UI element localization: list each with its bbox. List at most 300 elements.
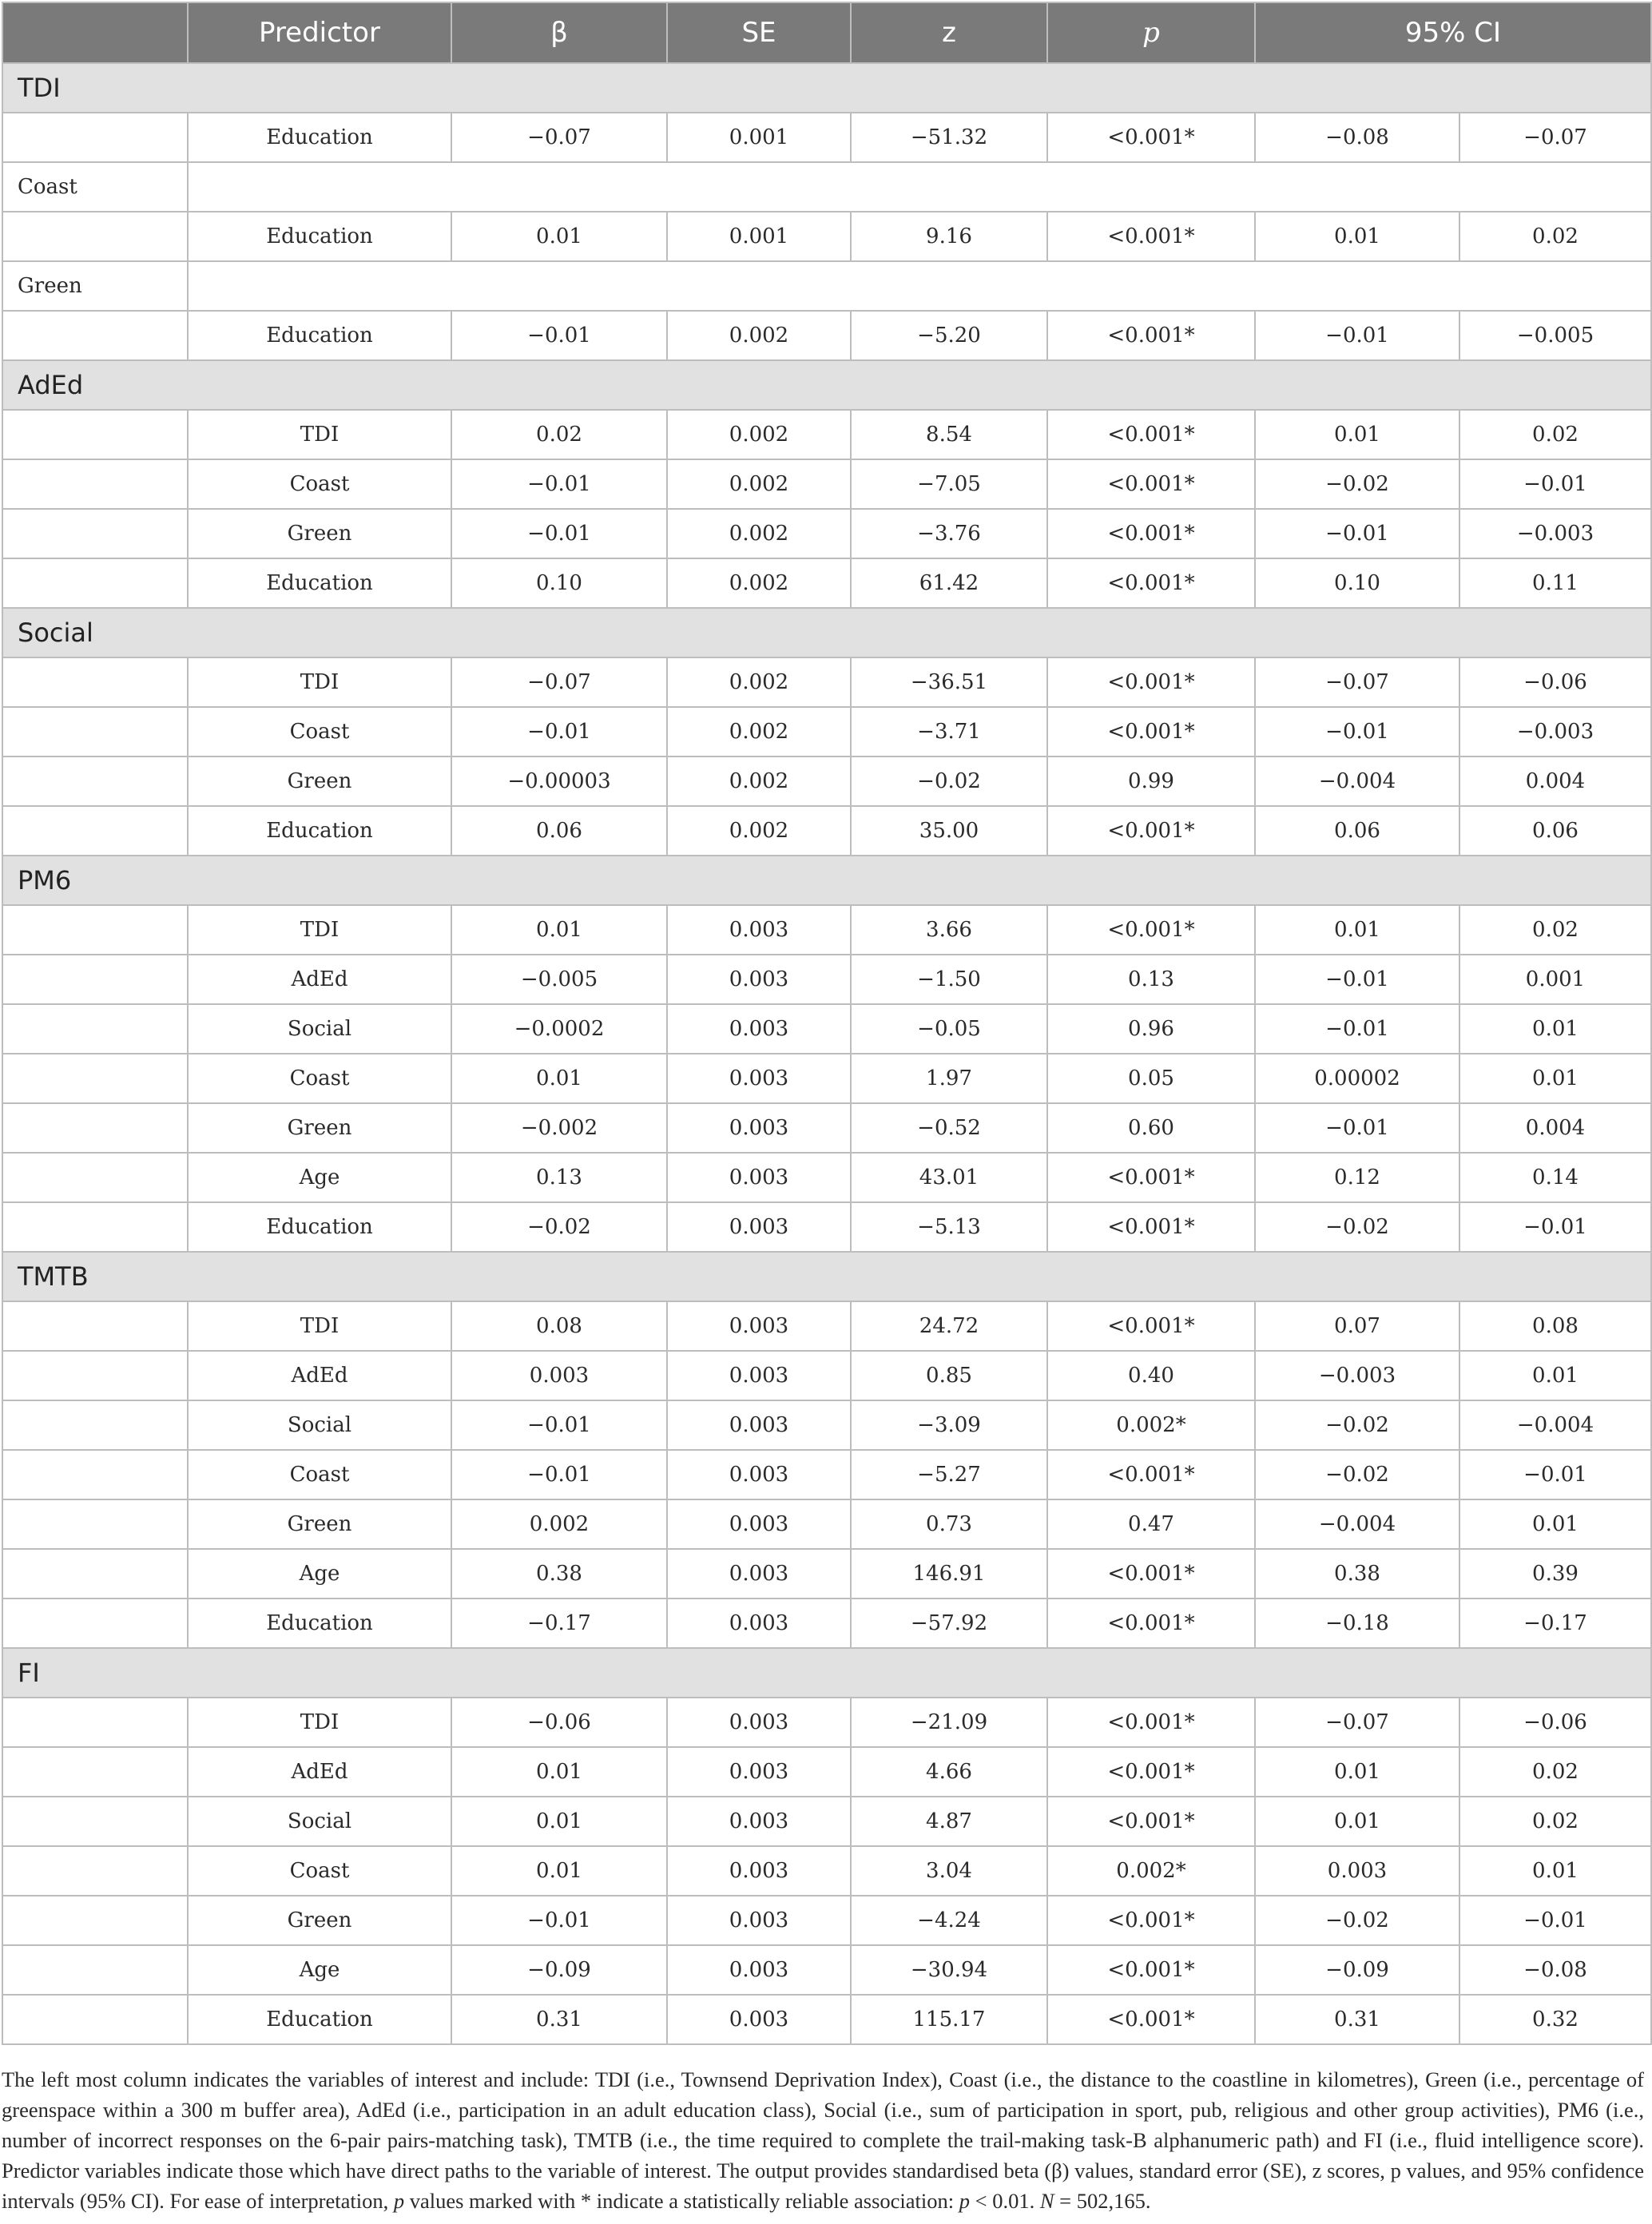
table-row <box>2 311 1651 360</box>
beta-cell: −0.01 <box>451 1400 667 1450</box>
group-label: AdEd <box>2 360 1651 410</box>
se-cell: 0.001 <box>667 212 851 261</box>
p-cell: <0.001* <box>1047 212 1255 261</box>
ci-high-cell: 0.39 <box>1459 1549 1651 1598</box>
z-cell: −7.05 <box>851 459 1047 509</box>
predictor-cell: Green <box>188 757 451 806</box>
p-cell: 0.05 <box>1047 1054 1255 1103</box>
beta-cell: −0.00003 <box>451 757 667 806</box>
ci-low-cell: −0.01 <box>1255 1103 1459 1153</box>
group-header-row <box>2 63 1651 113</box>
ci-low-cell: −0.07 <box>1255 657 1459 707</box>
ci-low-cell: −0.08 <box>1255 113 1459 162</box>
blank-cell <box>2 1499 188 1549</box>
blank-cell <box>2 558 188 608</box>
footnote-p: p <box>393 2189 405 2213</box>
predictor-cell: Coast <box>188 1450 451 1499</box>
p-cell: 0.13 <box>1047 955 1255 1004</box>
z-cell: −4.24 <box>851 1896 1047 1945</box>
ci-high-cell: 0.02 <box>1459 212 1651 261</box>
beta-cell: −0.01 <box>451 509 667 558</box>
blank-cell <box>2 113 188 162</box>
variable-label-row <box>2 261 1651 311</box>
ci-low-cell: −0.02 <box>1255 1896 1459 1945</box>
z-cell: −0.02 <box>851 757 1047 806</box>
se-cell: 0.002 <box>667 657 851 707</box>
blank-cell <box>2 1153 188 1202</box>
beta-cell: −0.005 <box>451 955 667 1004</box>
p-cell: <0.001* <box>1047 1896 1255 1945</box>
predictor-cell: AdEd <box>188 955 451 1004</box>
footnote-text: < 0.01. <box>970 2189 1040 2213</box>
p-cell: <0.001* <box>1047 1549 1255 1598</box>
table-row <box>2 1995 1651 2044</box>
ci-high-cell: 0.08 <box>1459 1301 1651 1351</box>
ci-low-cell: −0.02 <box>1255 1202 1459 1252</box>
table-row <box>2 113 1651 162</box>
predictor-cell: Education <box>188 212 451 261</box>
beta-cell: 0.08 <box>451 1301 667 1351</box>
beta-cell: 0.01 <box>451 1846 667 1896</box>
p-cell: 0.99 <box>1047 757 1255 806</box>
table-row <box>2 509 1651 558</box>
p-cell: <0.001* <box>1047 1698 1255 1747</box>
header-p: p <box>1047 2 1255 63</box>
ci-high-cell: 0.01 <box>1459 1846 1651 1896</box>
ci-high-cell: −0.01 <box>1459 1896 1651 1945</box>
se-cell: 0.002 <box>667 459 851 509</box>
p-cell: <0.001* <box>1047 1945 1255 1995</box>
ci-high-cell: −0.005 <box>1459 311 1651 360</box>
p-cell: 0.002* <box>1047 1846 1255 1896</box>
group-header-row <box>2 360 1651 410</box>
beta-cell: −0.07 <box>451 657 667 707</box>
beta-cell: 0.01 <box>451 1797 667 1846</box>
z-cell: 24.72 <box>851 1301 1047 1351</box>
p-cell: <0.001* <box>1047 459 1255 509</box>
ci-high-cell: −0.17 <box>1459 1598 1651 1648</box>
ci-low-cell: 0.06 <box>1255 806 1459 856</box>
z-cell: 3.04 <box>851 1846 1047 1896</box>
predictor-cell: Coast <box>188 459 451 509</box>
variable-label: Green <box>2 261 188 311</box>
group-header-row <box>2 856 1651 905</box>
table-row <box>2 1896 1651 1945</box>
se-cell: 0.003 <box>667 1054 851 1103</box>
se-cell: 0.002 <box>667 558 851 608</box>
se-cell: 0.003 <box>667 1747 851 1797</box>
variable-label: Coast <box>2 162 188 212</box>
header-ci: 95% CI <box>1255 2 1651 63</box>
beta-cell: 0.003 <box>451 1351 667 1400</box>
p-cell: <0.001* <box>1047 1995 1255 2044</box>
results-table <box>2 2 1652 2045</box>
z-cell: 1.97 <box>851 1054 1047 1103</box>
p-cell: 0.002* <box>1047 1400 1255 1450</box>
header-z: z <box>851 2 1047 63</box>
group-label: PM6 <box>2 856 1651 905</box>
beta-cell: −0.01 <box>451 1450 667 1499</box>
ci-high-cell: 0.02 <box>1459 410 1651 459</box>
p-cell: <0.001* <box>1047 1202 1255 1252</box>
table-row <box>2 1202 1651 1252</box>
table-row <box>2 459 1651 509</box>
beta-cell: −0.01 <box>451 707 667 757</box>
ci-high-cell: 0.001 <box>1459 955 1651 1004</box>
z-cell: 0.73 <box>851 1499 1047 1549</box>
z-cell: −1.50 <box>851 955 1047 1004</box>
predictor-cell: Coast <box>188 1846 451 1896</box>
predictor-cell: Education <box>188 1598 451 1648</box>
se-cell: 0.003 <box>667 1846 851 1896</box>
ci-high-cell: −0.06 <box>1459 1698 1651 1747</box>
ci-low-cell: 0.38 <box>1255 1549 1459 1598</box>
blank-cell <box>2 1598 188 1648</box>
table-row <box>2 1945 1651 1995</box>
se-cell: 0.002 <box>667 707 851 757</box>
ci-high-cell: 0.14 <box>1459 1153 1651 1202</box>
p-cell: 0.60 <box>1047 1103 1255 1153</box>
se-cell: 0.002 <box>667 311 851 360</box>
p-cell: <0.001* <box>1047 1747 1255 1797</box>
beta-cell: −0.02 <box>451 1202 667 1252</box>
predictor-cell: Green <box>188 1896 451 1945</box>
predictor-cell: Green <box>188 1103 451 1153</box>
p-cell: <0.001* <box>1047 113 1255 162</box>
se-cell: 0.001 <box>667 113 851 162</box>
beta-cell: −0.01 <box>451 311 667 360</box>
predictor-cell: TDI <box>188 1301 451 1351</box>
ci-low-cell: −0.004 <box>1255 1499 1459 1549</box>
blank-cell <box>2 757 188 806</box>
z-cell: −5.13 <box>851 1202 1047 1252</box>
beta-cell: −0.07 <box>451 113 667 162</box>
ci-high-cell: 0.01 <box>1459 1004 1651 1054</box>
group-header-row <box>2 1252 1651 1301</box>
se-cell: 0.003 <box>667 1797 851 1846</box>
beta-cell: −0.002 <box>451 1103 667 1153</box>
se-cell: 0.003 <box>667 1499 851 1549</box>
group-label: FI <box>2 1648 1651 1698</box>
predictor-cell: Social <box>188 1004 451 1054</box>
se-cell: 0.003 <box>667 1698 851 1747</box>
ci-high-cell: −0.01 <box>1459 1202 1651 1252</box>
se-cell: 0.003 <box>667 1598 851 1648</box>
z-cell: −51.32 <box>851 113 1047 162</box>
table-body <box>2 63 1651 2044</box>
blank-cell <box>2 657 188 707</box>
beta-cell: −0.06 <box>451 1698 667 1747</box>
blank-cell <box>2 1450 188 1499</box>
beta-cell: 0.002 <box>451 1499 667 1549</box>
table-row <box>2 1153 1651 1202</box>
se-cell: 0.003 <box>667 1549 851 1598</box>
se-cell: 0.002 <box>667 410 851 459</box>
predictor-cell: Education <box>188 311 451 360</box>
z-cell: 8.54 <box>851 410 1047 459</box>
predictor-cell: Age <box>188 1945 451 1995</box>
table-row <box>2 212 1651 261</box>
table-row <box>2 1054 1651 1103</box>
p-cell: 0.47 <box>1047 1499 1255 1549</box>
se-cell: 0.003 <box>667 1301 851 1351</box>
p-cell: <0.001* <box>1047 558 1255 608</box>
p-cell: <0.001* <box>1047 1797 1255 1846</box>
empty-span-cell <box>188 261 1651 311</box>
group-label: TMTB <box>2 1252 1651 1301</box>
blank-cell <box>2 806 188 856</box>
blank-cell <box>2 459 188 509</box>
predictor-cell: Green <box>188 1499 451 1549</box>
z-cell: −3.71 <box>851 707 1047 757</box>
ci-low-cell: 0.01 <box>1255 905 1459 955</box>
ci-high-cell: −0.01 <box>1459 1450 1651 1499</box>
blank-cell <box>2 1698 188 1747</box>
blank-cell <box>2 1549 188 1598</box>
blank-cell <box>2 212 188 261</box>
ci-low-cell: 0.31 <box>1255 1995 1459 2044</box>
blank-cell <box>2 1896 188 1945</box>
predictor-cell: Age <box>188 1153 451 1202</box>
table-row <box>2 757 1651 806</box>
z-cell: 146.91 <box>851 1549 1047 1598</box>
p-cell: <0.001* <box>1047 707 1255 757</box>
ci-low-cell: 0.00002 <box>1255 1054 1459 1103</box>
p-cell: <0.001* <box>1047 509 1255 558</box>
ci-high-cell: 0.02 <box>1459 905 1651 955</box>
footnote-p: p <box>959 2189 971 2213</box>
z-cell: 3.66 <box>851 905 1047 955</box>
ci-low-cell: 0.01 <box>1255 212 1459 261</box>
group-header-row <box>2 608 1651 657</box>
table-row <box>2 410 1651 459</box>
ci-low-cell: −0.18 <box>1255 1598 1459 1648</box>
p-cell: <0.001* <box>1047 1598 1255 1648</box>
table-row <box>2 1351 1651 1400</box>
ci-low-cell: 0.10 <box>1255 558 1459 608</box>
z-cell: −0.05 <box>851 1004 1047 1054</box>
p-cell: <0.001* <box>1047 1301 1255 1351</box>
p-cell: 0.40 <box>1047 1351 1255 1400</box>
blank-cell <box>2 1202 188 1252</box>
predictor-cell: Social <box>188 1797 451 1846</box>
ci-high-cell: −0.004 <box>1459 1400 1651 1450</box>
footnote-n: N <box>1039 2189 1054 2213</box>
z-cell: −5.27 <box>851 1450 1047 1499</box>
header-blank <box>2 2 188 63</box>
ci-low-cell: 0.07 <box>1255 1301 1459 1351</box>
footnote-text: values marked with * indicate a statistically reliable association: <box>404 2189 959 2213</box>
ci-low-cell: −0.09 <box>1255 1945 1459 1995</box>
blank-cell <box>2 1351 188 1400</box>
table-footnote <box>2 2064 1644 2216</box>
predictor-cell: Coast <box>188 1054 451 1103</box>
header-se: SE <box>667 2 851 63</box>
beta-cell: 0.01 <box>451 905 667 955</box>
predictor-cell: Education <box>188 1202 451 1252</box>
predictor-cell: AdEd <box>188 1351 451 1400</box>
ci-high-cell: 0.01 <box>1459 1351 1651 1400</box>
z-cell: −5.20 <box>851 311 1047 360</box>
ci-low-cell: 0.12 <box>1255 1153 1459 1202</box>
predictor-cell: Age <box>188 1549 451 1598</box>
ci-low-cell: 0.01 <box>1255 1797 1459 1846</box>
predictor-cell: Education <box>188 113 451 162</box>
table-row <box>2 1499 1651 1549</box>
blank-cell <box>2 1797 188 1846</box>
footnote-text: = 502,165. <box>1054 2189 1151 2213</box>
ci-high-cell: 0.06 <box>1459 806 1651 856</box>
se-cell: 0.003 <box>667 1450 851 1499</box>
predictor-cell: Coast <box>188 707 451 757</box>
table-row <box>2 955 1651 1004</box>
blank-cell <box>2 311 188 360</box>
blank-cell <box>2 955 188 1004</box>
ci-high-cell: −0.07 <box>1459 113 1651 162</box>
ci-high-cell: 0.004 <box>1459 757 1651 806</box>
z-cell: 61.42 <box>851 558 1047 608</box>
z-cell: 115.17 <box>851 1995 1047 2044</box>
z-cell: −21.09 <box>851 1698 1047 1747</box>
beta-cell: −0.01 <box>451 1896 667 1945</box>
se-cell: 0.003 <box>667 955 851 1004</box>
z-cell: 43.01 <box>851 1153 1047 1202</box>
z-cell: −30.94 <box>851 1945 1047 1995</box>
blank-cell <box>2 1301 188 1351</box>
beta-cell: −0.0002 <box>451 1004 667 1054</box>
beta-cell: −0.01 <box>451 459 667 509</box>
predictor-cell: Education <box>188 1995 451 2044</box>
header-row <box>2 2 1651 63</box>
z-cell: 0.85 <box>851 1351 1047 1400</box>
table-row <box>2 806 1651 856</box>
table-row <box>2 707 1651 757</box>
table-row <box>2 1450 1651 1499</box>
z-cell: −36.51 <box>851 657 1047 707</box>
blank-cell <box>2 509 188 558</box>
ci-high-cell: 0.01 <box>1459 1499 1651 1549</box>
se-cell: 0.002 <box>667 806 851 856</box>
header-beta: β <box>451 2 667 63</box>
ci-low-cell: −0.07 <box>1255 1698 1459 1747</box>
beta-cell: 0.10 <box>451 558 667 608</box>
se-cell: 0.003 <box>667 1945 851 1995</box>
blank-cell <box>2 1103 188 1153</box>
ci-low-cell: −0.003 <box>1255 1351 1459 1400</box>
ci-high-cell: −0.003 <box>1459 707 1651 757</box>
table-row <box>2 1004 1651 1054</box>
header-predictor: Predictor <box>188 2 451 63</box>
se-cell: 0.003 <box>667 1896 851 1945</box>
beta-cell: 0.13 <box>451 1153 667 1202</box>
ci-low-cell: −0.02 <box>1255 459 1459 509</box>
blank-cell <box>2 1054 188 1103</box>
predictor-cell: AdEd <box>188 1747 451 1797</box>
z-cell: 35.00 <box>851 806 1047 856</box>
table-row <box>2 1400 1651 1450</box>
blank-cell <box>2 707 188 757</box>
se-cell: 0.003 <box>667 1103 851 1153</box>
se-cell: 0.002 <box>667 509 851 558</box>
ci-low-cell: −0.02 <box>1255 1400 1459 1450</box>
group-header-row <box>2 1648 1651 1698</box>
z-cell: −3.76 <box>851 509 1047 558</box>
table-row <box>2 1598 1651 1648</box>
blank-cell <box>2 1995 188 2044</box>
blank-cell <box>2 1400 188 1450</box>
footnote-text: The left most column indicates the variables of interest and include: TDI (i.e., Townsend Deprivation Index), Coast (i.e., the distance to the coastline in kilometres), Green (i.e., percentage of greenspace within a 300 m buffer area), AdEd (i.e., participation in an adult education class), Social (i.e., sum of participation in sport, pub, religious and other group activities), PM6 (i.e., number of incorrect responses on the 6-pair pairs-matching task), TMTB (i.e., the time required to complete the trail-making task-B alphanumeric path) and FI (i.e., fluid intelligence score). Predictor variables indicate those which have direct paths to the variable of interest. The output provides standardised beta (β) values, standard error (SE), z scores, p values, and 95% confidence intervals (95% CI). For ease of interpretation, <box>2 2067 1644 2213</box>
ci-high-cell: 0.11 <box>1459 558 1651 608</box>
se-cell: 0.003 <box>667 1351 851 1400</box>
p-cell: <0.001* <box>1047 657 1255 707</box>
variable-label-row <box>2 162 1651 212</box>
ci-low-cell: −0.01 <box>1255 955 1459 1004</box>
table-row <box>2 657 1651 707</box>
p-cell: <0.001* <box>1047 410 1255 459</box>
ci-low-cell: 0.01 <box>1255 410 1459 459</box>
table-row <box>2 905 1651 955</box>
table-row <box>2 1301 1651 1351</box>
ci-high-cell: 0.004 <box>1459 1103 1651 1153</box>
table-row <box>2 558 1651 608</box>
blank-cell <box>2 1945 188 1995</box>
ci-low-cell: −0.01 <box>1255 1004 1459 1054</box>
predictor-cell: Green <box>188 509 451 558</box>
se-cell: 0.003 <box>667 1004 851 1054</box>
beta-cell: 0.31 <box>451 1995 667 2044</box>
se-cell: 0.003 <box>667 1400 851 1450</box>
z-cell: −57.92 <box>851 1598 1047 1648</box>
ci-high-cell: 0.32 <box>1459 1995 1651 2044</box>
beta-cell: 0.01 <box>451 1747 667 1797</box>
ci-low-cell: −0.01 <box>1255 311 1459 360</box>
blank-cell <box>2 1004 188 1054</box>
beta-cell: 0.01 <box>451 212 667 261</box>
p-cell: <0.001* <box>1047 905 1255 955</box>
table-row <box>2 1797 1651 1846</box>
p-cell: <0.001* <box>1047 1450 1255 1499</box>
beta-cell: 0.38 <box>451 1549 667 1598</box>
p-cell: 0.96 <box>1047 1004 1255 1054</box>
p-cell: <0.001* <box>1047 1153 1255 1202</box>
beta-cell: 0.06 <box>451 806 667 856</box>
se-cell: 0.003 <box>667 1153 851 1202</box>
p-cell: <0.001* <box>1047 806 1255 856</box>
ci-high-cell: −0.08 <box>1459 1945 1651 1995</box>
ci-low-cell: −0.02 <box>1255 1450 1459 1499</box>
beta-cell: 0.02 <box>451 410 667 459</box>
empty-span-cell <box>188 162 1651 212</box>
beta-cell: 0.01 <box>451 1054 667 1103</box>
se-cell: 0.002 <box>667 757 851 806</box>
beta-cell: −0.09 <box>451 1945 667 1995</box>
ci-high-cell: −0.01 <box>1459 459 1651 509</box>
se-cell: 0.003 <box>667 1202 851 1252</box>
ci-low-cell: −0.004 <box>1255 757 1459 806</box>
group-label: TDI <box>2 63 1651 113</box>
z-cell: 4.87 <box>851 1797 1047 1846</box>
blank-cell <box>2 1747 188 1797</box>
predictor-cell: Social <box>188 1400 451 1450</box>
table-row <box>2 1549 1651 1598</box>
ci-high-cell: 0.01 <box>1459 1054 1651 1103</box>
ci-high-cell: −0.06 <box>1459 657 1651 707</box>
predictor-cell: TDI <box>188 410 451 459</box>
predictor-cell: TDI <box>188 657 451 707</box>
group-label: Social <box>2 608 1651 657</box>
predictor-cell: Education <box>188 558 451 608</box>
table-row <box>2 1846 1651 1896</box>
